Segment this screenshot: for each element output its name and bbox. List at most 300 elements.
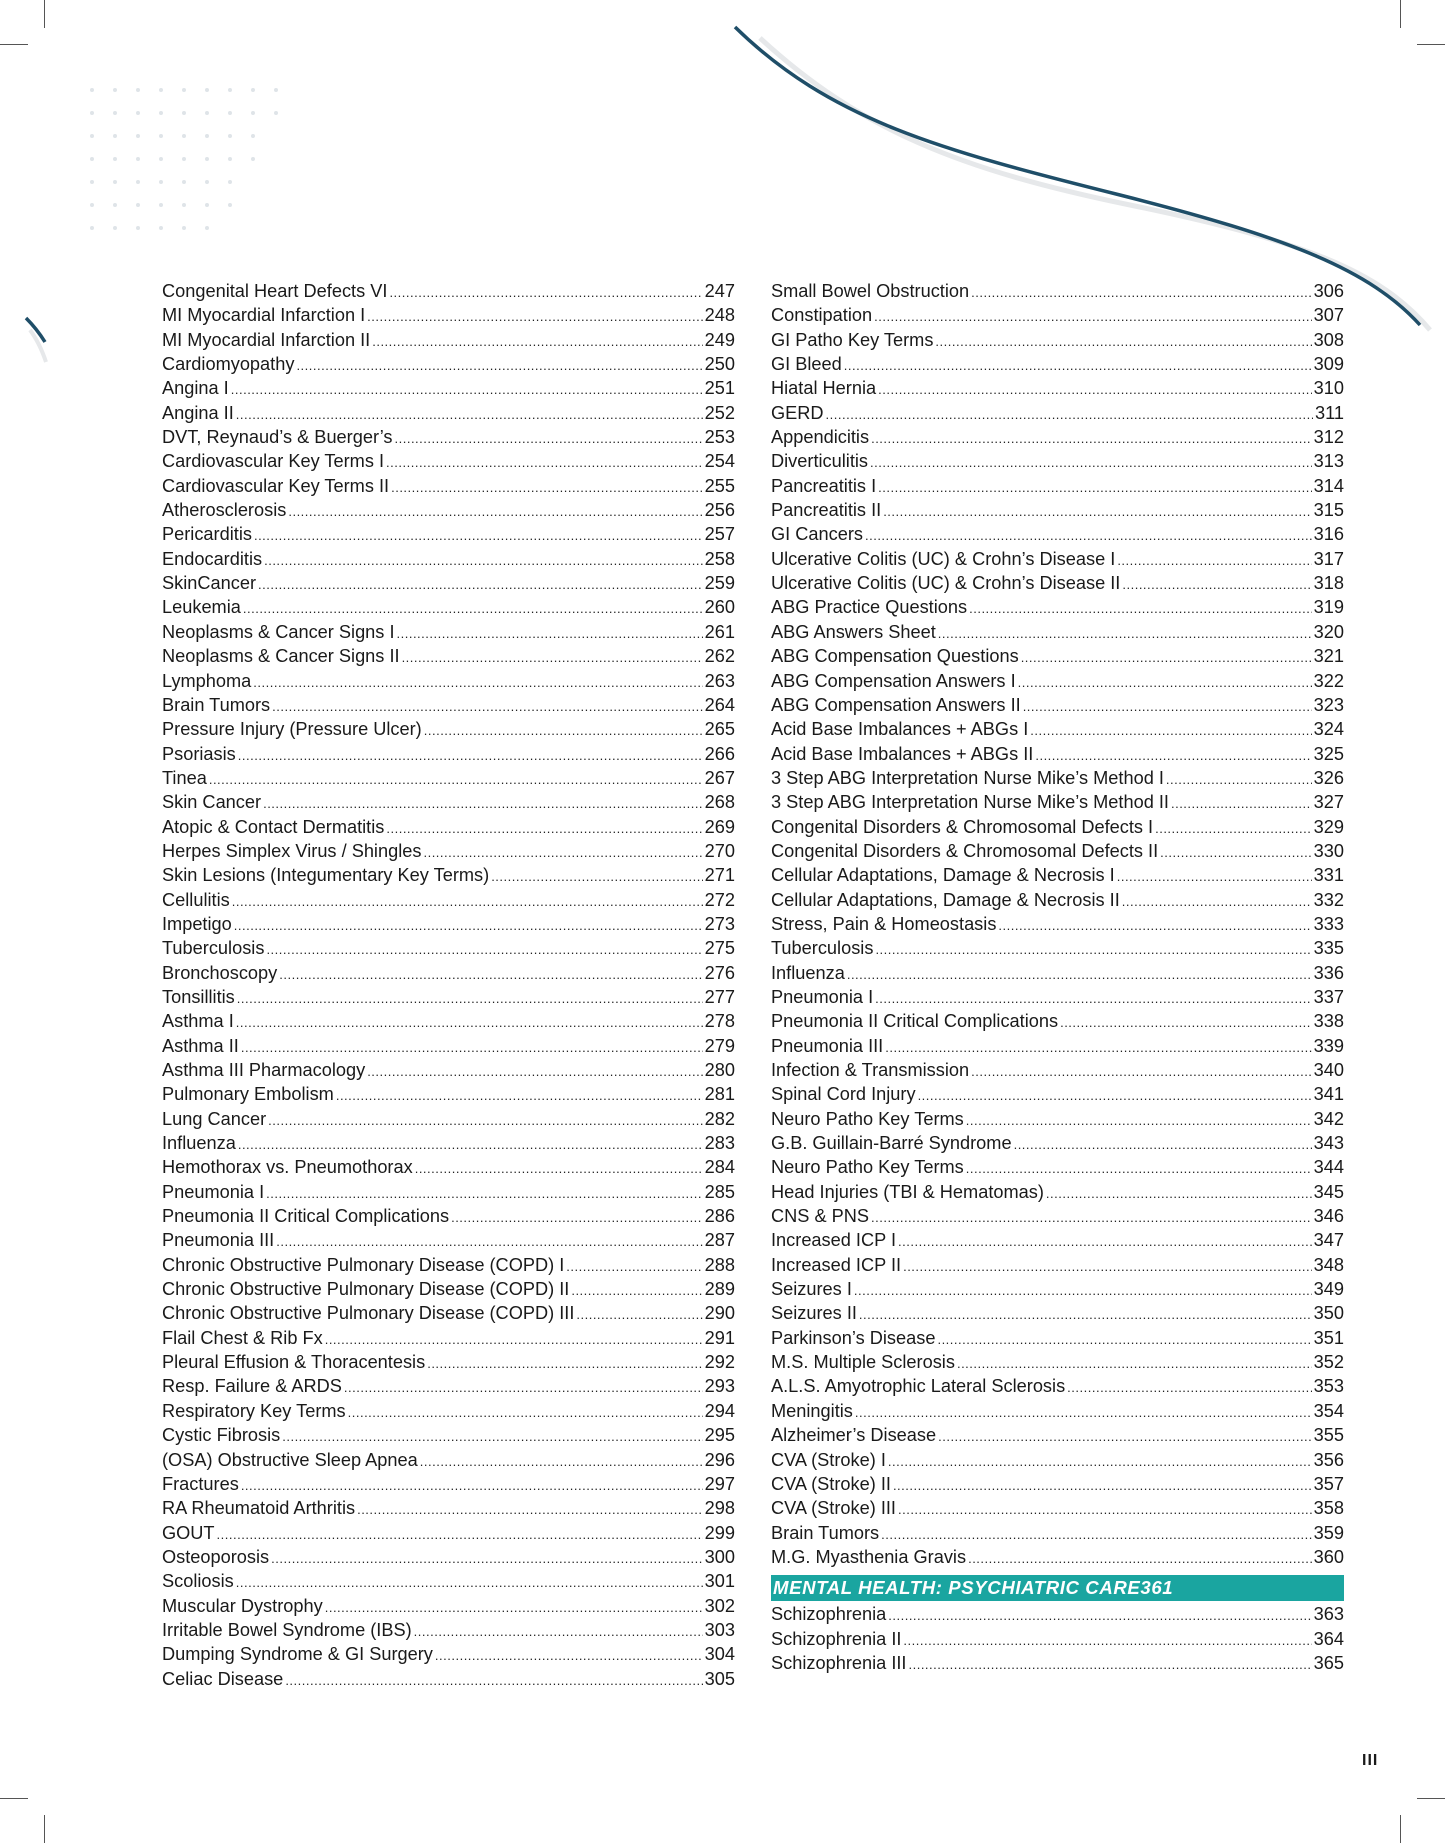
toc-entry-title: Schizophrenia III	[771, 1652, 907, 1673]
toc-entry-page: 343	[1313, 1133, 1344, 1154]
toc-entry[interactable]	[162, 474, 735, 498]
toc-entry[interactable]	[771, 1545, 1344, 1569]
dot-leader	[1014, 1133, 1312, 1157]
toc-entry[interactable]	[771, 1627, 1344, 1651]
toc-entry-title: Cellular Adaptations, Damage & Necrosis II	[771, 889, 1120, 910]
toc-entry[interactable]	[771, 1301, 1344, 1325]
toc-entry[interactable]	[771, 279, 1344, 303]
decor-dot	[159, 111, 163, 115]
dot-leader	[576, 1303, 702, 1327]
page-number: III	[1362, 1752, 1379, 1769]
toc-entry-page: 344	[1313, 1157, 1344, 1178]
toc-entry-page: 255	[704, 475, 735, 496]
toc-entry[interactable]	[162, 1277, 735, 1301]
dot-leader	[871, 1206, 1312, 1230]
dot-leader	[1060, 1011, 1312, 1035]
toc-entry-title: Chronic Obstructive Pulmonary Disease (COPD) I	[162, 1254, 565, 1275]
toc-entry-title: CVA (Stroke) II	[771, 1473, 891, 1494]
toc-entry-title: Stress, Pain & Homeostasis	[771, 913, 997, 934]
decor-dot	[182, 203, 186, 207]
toc-entry-title: Cellulitis	[162, 889, 230, 910]
toc-entry-page: 293	[704, 1376, 735, 1397]
toc-entry-page: 357	[1313, 1473, 1344, 1494]
toc-entry[interactable]	[162, 644, 735, 668]
toc-entry-page: 272	[704, 889, 735, 910]
toc-entry-page: 336	[1313, 962, 1344, 983]
decor-dot	[251, 88, 255, 92]
toc-entry[interactable]	[771, 1204, 1344, 1228]
toc-entry[interactable]	[162, 1253, 735, 1277]
dot-leader	[389, 281, 702, 305]
toc-entry[interactable]	[162, 1180, 735, 1204]
decor-dot	[136, 88, 140, 92]
toc-entry[interactable]	[771, 1496, 1344, 1520]
toc-entry-title: Dumping Syndrome & GI Surgery	[162, 1644, 433, 1665]
toc-entry[interactable]	[771, 742, 1344, 766]
dot-leader	[898, 1498, 1312, 1522]
decor-dot	[182, 157, 186, 161]
toc-entry-page: 299	[704, 1522, 735, 1543]
toc-entry[interactable]	[771, 401, 1344, 425]
toc-entry[interactable]	[162, 1204, 735, 1228]
dot-leader	[881, 1523, 1311, 1547]
toc-entry[interactable]	[771, 766, 1344, 790]
toc-entry[interactable]	[162, 1301, 735, 1325]
decor-dot	[90, 88, 94, 92]
dot-leader	[878, 476, 1312, 500]
toc-entry[interactable]	[771, 1082, 1344, 1106]
decor-dot	[205, 203, 209, 207]
toc-entry[interactable]	[771, 1034, 1344, 1058]
toc-entry[interactable]	[771, 620, 1344, 644]
toc-entry[interactable]	[771, 863, 1344, 887]
toc-entry-page: 325	[1313, 743, 1344, 764]
toc-entry-page: 298	[704, 1498, 735, 1519]
toc-entry-title: Skin Cancer	[162, 792, 262, 813]
dot-leader	[903, 1255, 1312, 1279]
toc-entry-page: 364	[1313, 1628, 1344, 1649]
toc-entry[interactable]	[162, 425, 735, 449]
toc-entry[interactable]	[771, 1107, 1344, 1131]
toc-entry-page: 280	[704, 1060, 735, 1080]
toc-entry[interactable]	[162, 912, 735, 936]
dot-leader	[893, 1474, 1312, 1498]
toc-entry[interactable]	[771, 1180, 1344, 1204]
toc-entry-page: 248	[704, 305, 735, 326]
toc-entry-page: 294	[704, 1400, 735, 1421]
dot-leader	[998, 914, 1311, 938]
toc-entry-page: 307	[1313, 305, 1344, 326]
toc-entry[interactable]	[771, 328, 1344, 352]
toc-entry[interactable]	[162, 1326, 735, 1350]
decor-dot	[136, 180, 140, 184]
toc-entry[interactable]	[162, 742, 735, 766]
toc-entry-title: Tinea	[162, 767, 207, 788]
dot-leader	[344, 1376, 703, 1400]
toc-entry[interactable]	[162, 1472, 735, 1496]
toc-entry[interactable]	[771, 1651, 1344, 1675]
toc-entry[interactable]	[162, 1569, 735, 1593]
dot-leader	[875, 987, 1312, 1011]
toc-entry-title: DVT, Reynaud’s & Buerger’s	[162, 427, 393, 448]
decor-dot	[228, 203, 232, 207]
toc-entry[interactable]	[162, 1374, 735, 1398]
dot-leader	[854, 1279, 1312, 1303]
toc-entry-title: Schizophrenia	[771, 1604, 887, 1625]
toc-entry[interactable]	[771, 595, 1344, 619]
dot-leader	[238, 744, 703, 768]
toc-entry-page: 247	[704, 281, 735, 301]
toc-entry[interactable]	[771, 376, 1344, 400]
dot-leader	[966, 1109, 1312, 1133]
toc-entry-page: 276	[704, 962, 735, 983]
dot-leader	[1046, 1182, 1312, 1206]
decor-dot	[113, 226, 117, 230]
toc-entry[interactable]	[162, 401, 735, 425]
dot-leader	[898, 1230, 1312, 1254]
toc-entry-page: 259	[704, 573, 735, 594]
toc-entry-page: 324	[1313, 719, 1344, 740]
toc-entry[interactable]	[162, 1228, 735, 1252]
decor-dot	[113, 88, 117, 92]
toc-entry[interactable]	[162, 328, 735, 352]
toc-entry[interactable]	[162, 1155, 735, 1179]
toc-entry[interactable]	[162, 449, 735, 473]
toc-entry[interactable]	[162, 620, 735, 644]
toc-entry-title: Acid Base Imbalances + ABGs I	[771, 719, 1029, 740]
toc-entry[interactable]	[771, 1277, 1344, 1301]
toc-entry-title: Influenza	[771, 962, 845, 983]
dot-leader	[903, 1629, 1311, 1653]
toc-entry[interactable]	[162, 498, 735, 522]
toc-entry-page: 326	[1313, 767, 1344, 788]
toc-entry[interactable]	[771, 352, 1344, 376]
toc-entry-title: Acid Base Imbalances + ABGs II	[771, 743, 1034, 764]
decor-dot	[205, 88, 209, 92]
decor-dot	[90, 111, 94, 115]
toc-entry-page: 303	[704, 1619, 735, 1640]
decor-dot	[113, 111, 117, 115]
dot-leader	[937, 1328, 1311, 1352]
toc-entry-title: Cystic Fibrosis	[162, 1425, 281, 1446]
toc-entry[interactable]	[162, 985, 735, 1009]
dot-leader	[282, 1425, 702, 1449]
toc-entry[interactable]	[162, 279, 735, 303]
toc-entry-page: 350	[1313, 1303, 1344, 1324]
toc-entry[interactable]	[162, 303, 735, 327]
toc-entry-title: GI Bleed	[771, 354, 842, 375]
toc-entry-title: Ulcerative Colitis (UC) & Crohn’s Disease I	[771, 548, 1116, 569]
toc-entry[interactable]	[162, 839, 735, 863]
toc-entry[interactable]	[162, 1496, 735, 1520]
dot-leader	[272, 695, 702, 719]
toc-entry-title: Lung Cancer	[162, 1108, 267, 1129]
toc-entry-page: 306	[1313, 281, 1344, 301]
toc-entry-title: Appendicitis	[771, 427, 870, 448]
toc-entry[interactable]	[771, 425, 1344, 449]
toc-entry-page: 283	[704, 1133, 735, 1154]
toc-entry-page: 338	[1313, 1011, 1344, 1032]
toc-entry-page: 365	[1313, 1652, 1344, 1673]
toc-entry-page: 308	[1313, 329, 1344, 350]
toc-entry[interactable]	[162, 1399, 735, 1423]
decor-dot	[136, 203, 140, 207]
toc-entry-title: GI Cancers	[771, 524, 863, 545]
toc-entry-page: 330	[1313, 840, 1344, 861]
toc-entry-title: Asthma II	[162, 1035, 239, 1056]
dot-leader	[325, 1328, 703, 1352]
toc-entry[interactable]	[771, 1521, 1344, 1545]
dot-leader	[1023, 695, 1312, 719]
toc-entry[interactable]	[162, 1107, 735, 1131]
toc-entry[interactable]	[771, 912, 1344, 936]
toc-entry[interactable]	[162, 1521, 735, 1545]
toc-entry-page: 305	[704, 1668, 735, 1689]
toc-entry[interactable]	[162, 571, 735, 595]
toc-entry[interactable]	[771, 1602, 1344, 1626]
toc-entry[interactable]	[162, 1667, 735, 1691]
toc-entry[interactable]	[162, 352, 735, 376]
toc-entry-page: 268	[704, 792, 735, 813]
toc-right-column	[771, 279, 1344, 1675]
dot-leader	[435, 1644, 703, 1668]
toc-entry[interactable]	[771, 1009, 1344, 1033]
toc-entry-page: 281	[704, 1084, 735, 1105]
toc-entry[interactable]	[162, 693, 735, 717]
toc-entry-page: 354	[1313, 1400, 1344, 1421]
toc-entry[interactable]	[771, 522, 1344, 546]
toc-entry-page: 335	[1313, 938, 1344, 959]
dot-leader	[386, 817, 702, 841]
toc-entry-title: M.G. Myasthenia Gravis	[771, 1546, 967, 1567]
toc-entry-title: Congenital Disorders & Chromosomal Defects I	[771, 816, 1154, 837]
toc-entry[interactable]	[162, 1448, 735, 1472]
toc-entry[interactable]	[771, 1228, 1344, 1252]
toc-entry-title: Scoliosis	[162, 1571, 234, 1592]
toc-entry-page: 271	[704, 865, 735, 886]
toc-section-heading[interactable]	[771, 1575, 1344, 1601]
toc-entry-title: Pneumonia II Critical Complications	[771, 1011, 1059, 1032]
toc-entry[interactable]	[162, 1009, 735, 1033]
toc-entry[interactable]	[162, 547, 735, 571]
toc-entry-title: Spinal Cord Injury	[771, 1084, 916, 1105]
toc-entry[interactable]	[162, 936, 735, 960]
decor-dot	[159, 157, 163, 161]
toc-entry-page: 341	[1313, 1084, 1344, 1105]
decor-dot	[182, 226, 186, 230]
toc-entry-page: 256	[704, 500, 735, 521]
toc-entry-title: Resp. Failure & ARDS	[162, 1376, 342, 1397]
toc-entry-page: 331	[1313, 865, 1344, 886]
toc-entry-title: Skin Lesions (Integumentary Key Terms)	[162, 865, 490, 886]
dot-leader	[1122, 573, 1311, 597]
decor-dot	[228, 88, 232, 92]
dot-leader	[395, 427, 703, 451]
wave-left-light	[30, 330, 46, 362]
dot-leader	[414, 1620, 703, 1644]
decor-dot	[228, 157, 232, 161]
toc-entry[interactable]	[162, 1545, 735, 1569]
toc-entry[interactable]	[771, 1131, 1344, 1155]
toc-entry-page: 285	[704, 1181, 735, 1202]
toc-entry-page: 337	[1313, 986, 1344, 1007]
toc-entry[interactable]	[771, 474, 1344, 498]
toc-entry[interactable]	[162, 766, 735, 790]
toc-entry[interactable]	[162, 1131, 735, 1155]
toc-entry-page: 327	[1313, 792, 1344, 813]
dot-leader	[1117, 549, 1311, 573]
toc-entry[interactable]	[162, 1594, 735, 1618]
decor-dot	[159, 226, 163, 230]
dot-leader	[391, 476, 703, 500]
toc-entry[interactable]	[162, 1350, 735, 1374]
toc-entry[interactable]	[771, 1326, 1344, 1350]
toc-entry[interactable]	[771, 644, 1344, 668]
toc-entry[interactable]	[162, 522, 735, 546]
toc-entry-title: Lymphoma	[162, 670, 252, 691]
toc-entry-title: Psoriasis	[162, 743, 236, 764]
toc-entry-title: RA Rheumatoid Arthritis	[162, 1498, 356, 1519]
toc-entry-title: Neuro Patho Key Terms	[771, 1108, 964, 1129]
toc-entry-page: 316	[1313, 524, 1344, 545]
toc-entry-title: Cardiomyopathy	[162, 354, 295, 375]
toc-entry-title: MI Myocardial Infarction II	[162, 329, 371, 350]
toc-entry[interactable]	[771, 693, 1344, 717]
toc-entry[interactable]	[162, 1034, 735, 1058]
toc-entry[interactable]	[771, 936, 1344, 960]
toc-entry-title: Respiratory Key Terms	[162, 1400, 346, 1421]
dot-leader	[971, 1060, 1312, 1084]
dot-leader	[372, 330, 702, 354]
toc-entry[interactable]	[771, 669, 1344, 693]
dot-leader	[367, 305, 702, 329]
dot-leader	[237, 987, 703, 1011]
dot-leader	[844, 354, 1312, 378]
dot-leader	[918, 1084, 1312, 1108]
toc-entry-title: CVA (Stroke) III	[771, 1498, 896, 1519]
decor-dot	[90, 157, 94, 161]
toc-entry-title: Irritable Bowel Syndrome (IBS)	[162, 1619, 412, 1640]
toc-entry-page: 270	[704, 840, 735, 861]
toc-entry[interactable]	[162, 717, 735, 741]
toc-entry[interactable]	[771, 449, 1344, 473]
toc-entry[interactable]	[771, 498, 1344, 522]
toc-entry-title: Asthma III Pharmacology	[162, 1060, 366, 1080]
toc-entry[interactable]	[771, 1350, 1344, 1374]
toc-entry-title: Influenza	[162, 1133, 236, 1154]
toc-entry-title: Angina II	[162, 402, 234, 423]
toc-entry-title: Pneumonia III	[162, 1230, 275, 1251]
toc-entry[interactable]	[162, 863, 735, 887]
toc-entry[interactable]	[771, 1253, 1344, 1277]
toc-entry-page: 359	[1313, 1522, 1344, 1543]
dot-leader	[276, 1230, 702, 1254]
toc-entry-title: Hiatal Hernia	[771, 378, 877, 399]
dot-leader	[888, 1450, 1312, 1474]
decor-dot	[159, 88, 163, 92]
toc-entry[interactable]	[162, 888, 735, 912]
toc-entry[interactable]	[771, 961, 1344, 985]
decor-dot	[113, 203, 117, 207]
toc-entry-page: 266	[704, 743, 735, 764]
toc-entry[interactable]	[162, 669, 735, 693]
dot-leader	[847, 963, 1312, 987]
toc-entry[interactable]	[162, 1058, 735, 1082]
toc-entry[interactable]	[162, 1618, 735, 1642]
dot-leader	[234, 914, 703, 938]
toc-entry[interactable]	[771, 790, 1344, 814]
toc-entry[interactable]	[771, 1155, 1344, 1179]
toc-entry[interactable]	[771, 1058, 1344, 1082]
toc-entry[interactable]	[162, 1082, 735, 1106]
dot-leader	[325, 1596, 703, 1620]
toc-entry[interactable]	[162, 1642, 735, 1666]
toc-entry-title: Small Bowel Obstruction	[771, 281, 970, 301]
toc-entry-page: 273	[704, 913, 735, 934]
toc-entry[interactable]	[162, 815, 735, 839]
toc-entry[interactable]	[162, 1423, 735, 1447]
toc-entry[interactable]	[162, 961, 735, 985]
toc-entry-title: Congenital Disorders & Chromosomal Defects II	[771, 840, 1159, 861]
toc-entry-title: Schizophrenia II	[771, 1628, 902, 1649]
toc-entry-title: Tonsillitis	[162, 986, 235, 1007]
toc-entry-title: Pressure Injury (Pressure Ulcer)	[162, 719, 422, 740]
toc-entry[interactable]	[771, 303, 1344, 327]
toc-entry[interactable]	[771, 815, 1344, 839]
toc-entry-title: Pericarditis	[162, 524, 252, 545]
dot-leader	[288, 500, 702, 524]
toc-entry-title: Congenital Heart Defects VI	[162, 281, 388, 301]
toc-entry-title: GERD	[771, 402, 824, 423]
toc-entry-title: A.L.S. Amyotrophic Lateral Sclerosis	[771, 1376, 1066, 1397]
toc-entry[interactable]	[771, 1423, 1344, 1447]
toc-entry-title: Endocarditis	[162, 548, 263, 569]
toc-entry-page: 261	[704, 621, 735, 642]
toc-entry[interactable]	[162, 376, 735, 400]
toc-entry[interactable]	[771, 839, 1344, 863]
toc-entry[interactable]	[771, 1374, 1344, 1398]
toc-entry[interactable]	[771, 888, 1344, 912]
toc-entry[interactable]	[771, 1399, 1344, 1423]
toc-entry-title: (OSA) Obstructive Sleep Apnea	[162, 1449, 418, 1470]
toc-entry-title: CNS & PNS	[771, 1206, 870, 1227]
dot-leader	[883, 500, 1311, 524]
toc-entry[interactable]	[162, 790, 735, 814]
toc-entry-page: 301	[704, 1571, 735, 1592]
dot-leader	[241, 1474, 703, 1498]
dot-leader	[871, 427, 1312, 451]
toc-entry-title: Hemothorax vs. Pneumothorax	[162, 1157, 413, 1178]
toc-entry[interactable]	[771, 985, 1344, 1009]
dot-leader	[232, 890, 703, 914]
toc-entry-page: 289	[704, 1279, 735, 1300]
dot-leader	[236, 1011, 703, 1035]
dot-leader	[254, 524, 703, 548]
toc-entry[interactable]	[771, 717, 1344, 741]
toc-entry-page: 332	[1313, 889, 1344, 910]
toc-entry[interactable]	[162, 595, 735, 619]
decor-dot	[182, 134, 186, 138]
toc-entry-page: 347	[1313, 1230, 1344, 1251]
toc-entry[interactable]	[771, 571, 1344, 595]
dot-leader	[908, 1653, 1311, 1677]
toc-entry[interactable]	[771, 1472, 1344, 1496]
dot-leader	[491, 865, 702, 889]
toc-entry-page: 356	[1313, 1449, 1344, 1470]
toc-entry-page: 349	[1313, 1279, 1344, 1300]
toc-entry[interactable]	[771, 547, 1344, 571]
toc-entry[interactable]	[771, 1448, 1344, 1472]
